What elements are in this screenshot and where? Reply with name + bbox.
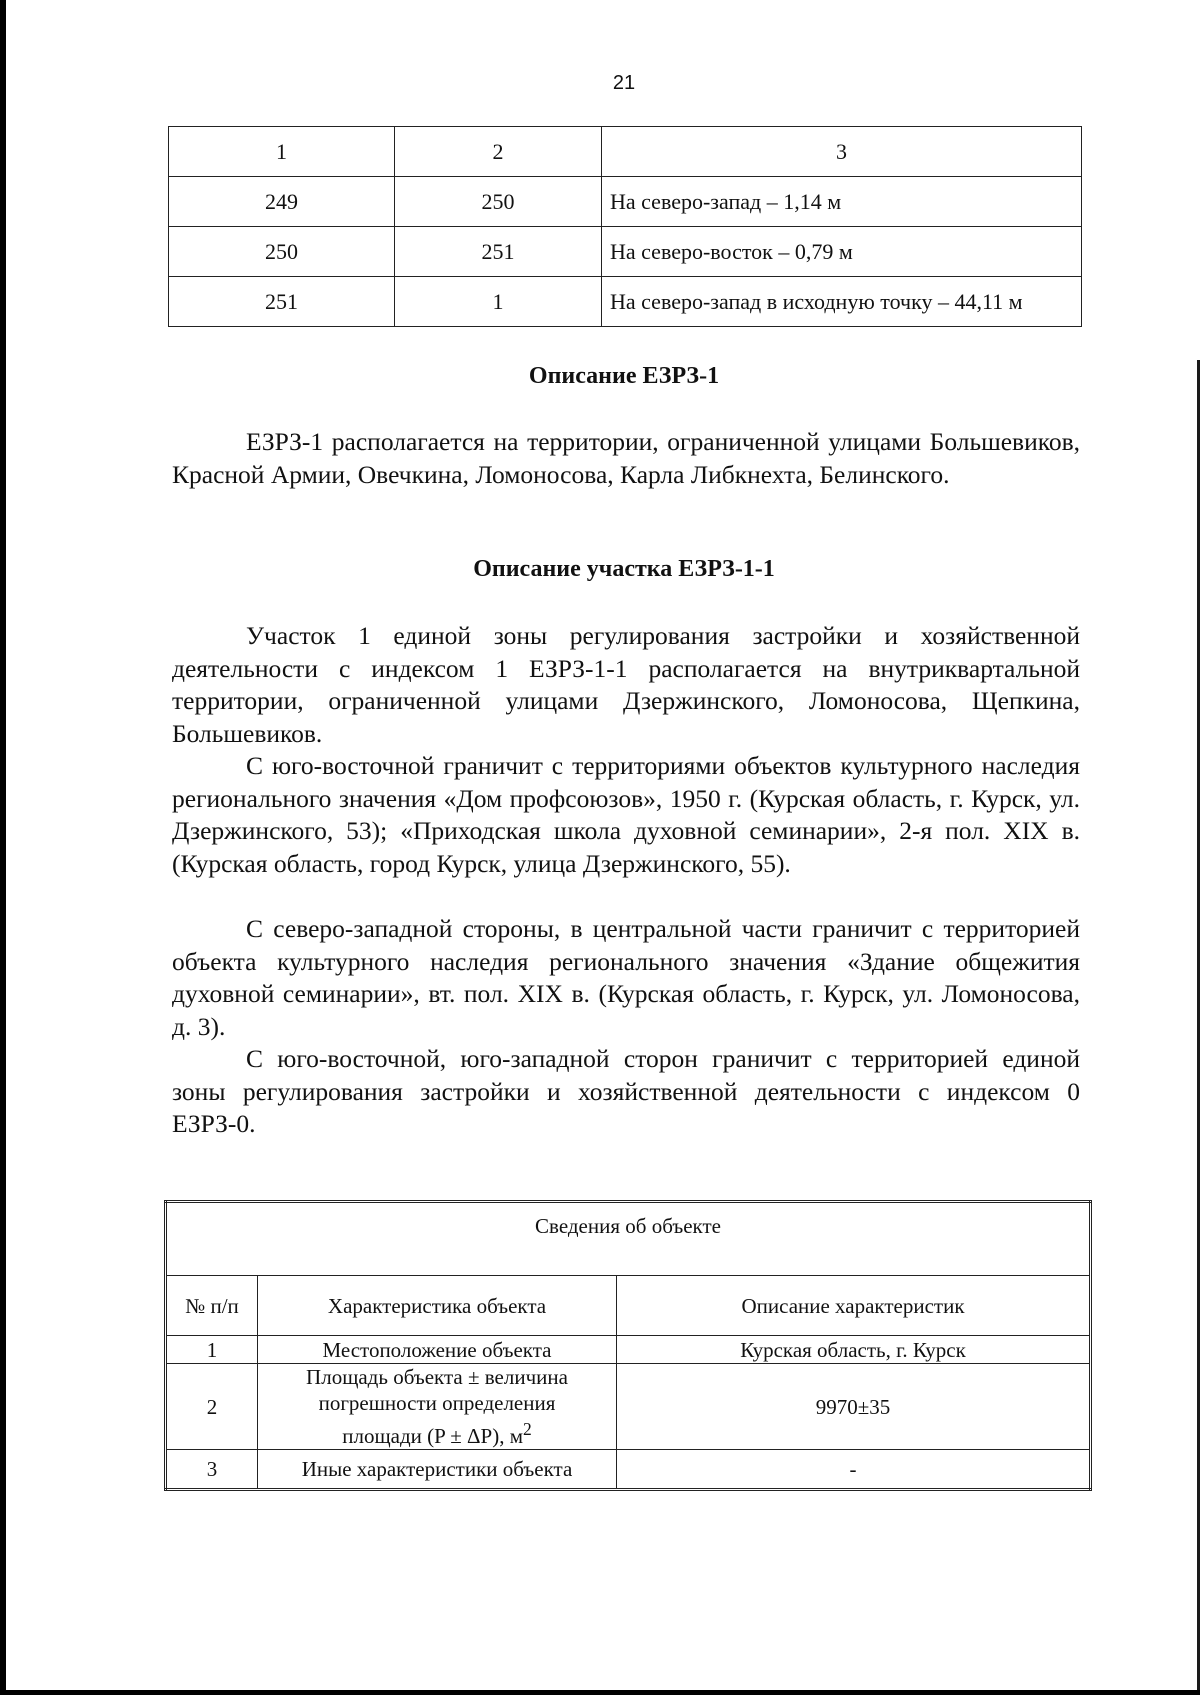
section-paragraph: С юго-восточной, юго-западной сторон граничит с территорией единой зоны регулирования застройки и хозяйственной деятельности с индексом 0 ЕЗРЗ-0. [172, 1044, 1080, 1138]
table-row [169, 277, 1082, 327]
characteristic-line: Площадь объекта ± величина [306, 1365, 568, 1389]
table-row [169, 227, 1082, 277]
header-description: Описание характеристик [617, 1276, 1091, 1336]
row-characteristic: Иные характеристики объекта [258, 1450, 617, 1490]
direction-cell: На северо-восток – 0,79 м [602, 227, 1082, 277]
object-info-title: Сведения об объекте [166, 1202, 1091, 1276]
page-number: 21 [612, 72, 636, 94]
direction-cell: На северо-запад – 1,14 м [602, 177, 1082, 227]
coordinates-header-cell: 2 [395, 127, 602, 177]
row-number: 1 [166, 1336, 258, 1364]
from-point-cell: 251 [169, 277, 395, 327]
direction-cell: На северо-запад в исходную точку – 44,11 м [602, 277, 1082, 327]
row-number: 2 [166, 1364, 258, 1450]
row-number: 3 [166, 1450, 258, 1490]
table-row [166, 1364, 1091, 1450]
header-characteristic: Характеристика объекта [258, 1276, 617, 1336]
to-point-cell: 1 [395, 277, 602, 327]
row-description: 9970±35 [617, 1364, 1091, 1450]
row-characteristic [258, 1364, 617, 1450]
table-row [169, 177, 1082, 227]
section-heading-ezrz-1: Описание ЕЗРЗ-1 [528, 363, 720, 389]
from-point-cell: 250 [169, 227, 395, 277]
scan-border-bottom [0, 1690, 1200, 1695]
from-point-cell: 249 [169, 177, 395, 227]
coordinates-header-cell: 3 [602, 127, 1082, 177]
object-info-title-row [166, 1202, 1091, 1276]
to-point-cell: 250 [395, 177, 602, 227]
section-paragraph: С юго-восточной граничит с территориями объектов культурного наследия регионального значения «Дом профсоюзов», 1950 г. (Курская область, г. Курск, ул. Дзержинского, 53); «Приходская школа духовной семинарии», 2-я пол. XIX в. (Курская область, город Курск, улица Дзержинского, 55). [172, 751, 1080, 878]
coordinates-table-header [169, 127, 1082, 177]
characteristic-line: погрешности определения [318, 1391, 556, 1415]
object-info-header-row [166, 1276, 1091, 1336]
object-info-table [164, 1200, 1092, 1491]
row-description: - [617, 1450, 1091, 1490]
row-description: Курская область, г. Курск [617, 1336, 1091, 1364]
section-heading-ezrz-1-1: Описание участка ЕЗРЗ-1-1 [473, 556, 775, 582]
characteristic-line: площади (P ± ΔP), м [342, 1424, 524, 1448]
header-number: № п/п [166, 1276, 258, 1336]
section-paragraph: ЕЗРЗ-1 располагается на территории, ограниченной улицами Большевиков, Красной Армии, Овечкина, Ломоносова, Карла Либкнехта, Белинского. [172, 427, 1080, 489]
coordinates-table [168, 126, 1082, 327]
coordinates-header-cell: 1 [169, 127, 395, 177]
row-characteristic: Местоположение объекта [258, 1336, 617, 1364]
superscript: 2 [523, 1419, 532, 1439]
to-point-cell: 251 [395, 227, 602, 277]
table-row [166, 1336, 1091, 1364]
section-paragraph: С северо-западной стороны, в центральной части граничит с территорией объекта культурного наследия регионального значения «Здание общежития духовной семинарии», вт. пол. XIX в. (Курская область, г. Курск, ул. Ломоносова, д. 3). [172, 914, 1080, 1041]
table-row [166, 1450, 1091, 1490]
section-paragraph: Участок 1 единой зоны регулирования застройки и хозяйственной деятельности с индексом 1 ЕЗРЗ-1-1 располагается на внутриквартальной территории, ограниченной улицами Дзержинского, Ломоносова, Щепкина, Большевиков. [172, 621, 1080, 748]
scan-border-left [0, 0, 6, 1695]
